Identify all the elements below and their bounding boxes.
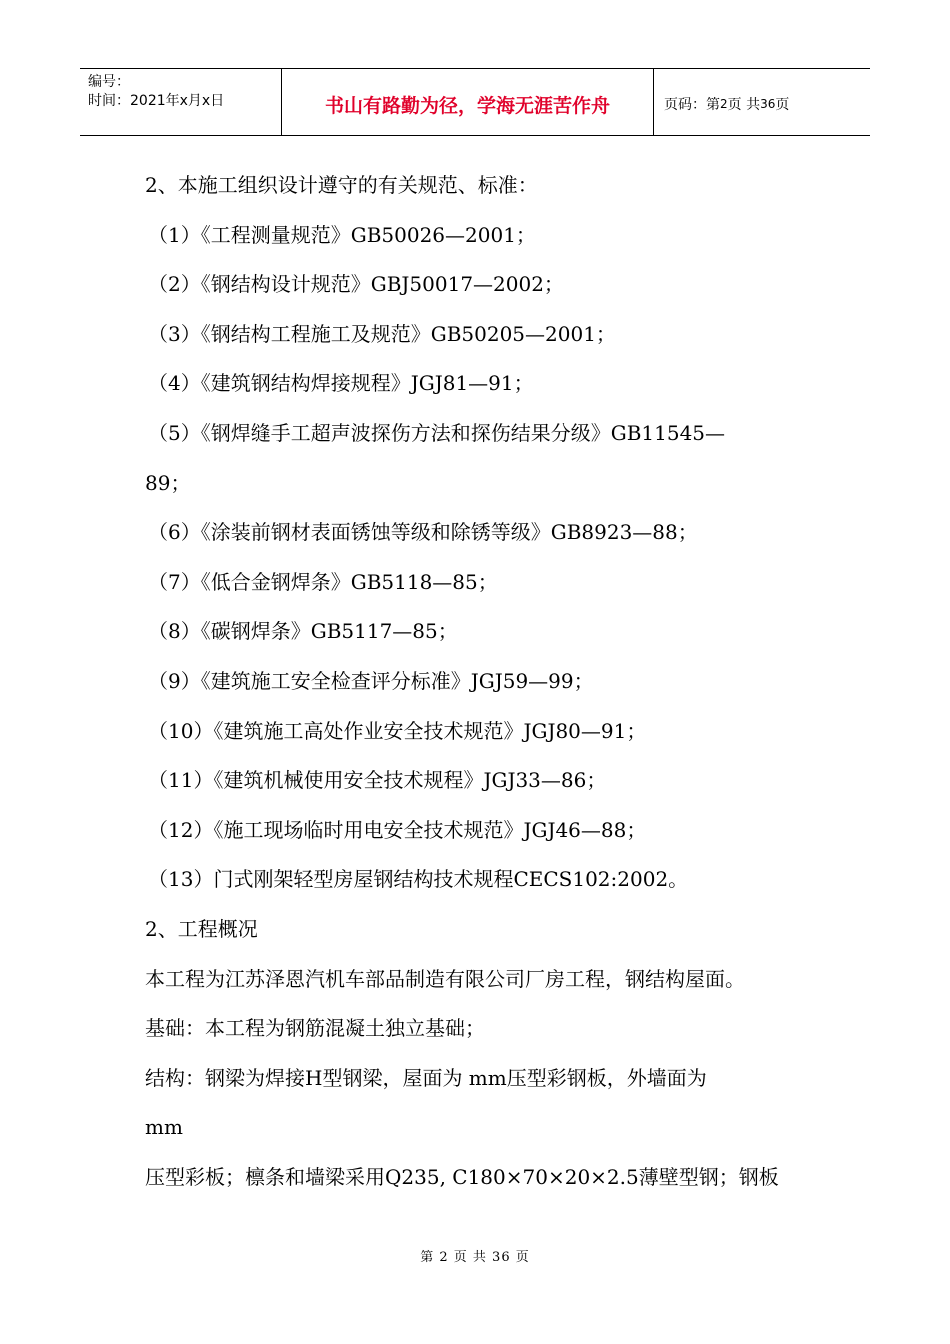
list-item-continuation: 89； [145, 470, 191, 495]
list-item: （3）《钢结构工程施工及规范》GB50205—2001； [148, 321, 616, 346]
header-meta [80, 69, 282, 135]
list-item: （6）《涂装前钢材表面锈蚀等级和除锈等级》GB8923—88； [148, 520, 698, 545]
page-middle: 页 共 [727, 97, 761, 113]
paragraph-line: 压型彩板；檩条和墙梁采用Q235, C180×70×20×2.5薄壁型钢；钢板 [145, 1164, 779, 1189]
header-motto: 书山有路勤为径，学海无涯苦作舟 [282, 69, 654, 135]
list-item: （8）《碳钢焊条》GB5117—85； [148, 619, 458, 644]
header-page-info [654, 69, 870, 135]
list-item: （5）《钢焊缝手工超声波探伤方法和探伤结果分级》GB11545— [148, 420, 726, 445]
list-item: （12）《施工现场临时用电安全技术规范》JGJ46—88； [148, 817, 647, 842]
list-item: （1）《工程测量规范》GB50026—2001； [148, 222, 536, 247]
page-header [80, 68, 870, 136]
list-item: （10）《建筑施工高处作业安全技术规范》JGJ80—91； [148, 718, 647, 743]
page-prefix: 页码：第 [664, 97, 720, 113]
list-item: （9）《建筑施工安全检查评分标准》JGJ59—99； [148, 668, 594, 693]
document-number-label: 编号： [88, 74, 130, 90]
list-item: （11）《建筑机械使用安全技术规程》JGJ33—86； [148, 768, 607, 793]
document-body [145, 166, 825, 1207]
page-suffix: 页 [775, 97, 790, 113]
list-item: （13）门式刚架轻型房屋钢结构技术规程CECS102:2002。 [148, 867, 689, 892]
document-date: 时间：2021年x月x日 [88, 93, 225, 109]
page-number: 2 [720, 97, 728, 111]
list-item: （4）《建筑钢结构焊接规程》JGJ81—91； [148, 371, 534, 396]
page-footer: 第 2 页 共 36 页 [420, 1250, 530, 1265]
list-item: （2）《钢结构设计规范》GBJ50017—2002； [148, 272, 564, 297]
paragraph-line: mm [145, 1115, 183, 1140]
list-item: （7）《低合金钢焊条》GB5118—85； [148, 569, 498, 594]
paragraph-line: 结构：钢梁为焊接H型钢梁，屋面为 mm压型彩钢板，外墙面为 [145, 1065, 707, 1090]
section-heading-overview: 2、工程概况 [145, 916, 258, 941]
page-total: 36 [760, 97, 776, 111]
paragraph-line: 本工程为江苏泽恩汽机车部品制造有限公司厂房工程，钢结构屋面。 [145, 966, 745, 991]
section-heading-standards: 2、本施工组织设计遵守的有关规范、标准： [145, 173, 538, 197]
paragraph-line: 基础：本工程为钢筋混凝土独立基础； [145, 1016, 485, 1041]
